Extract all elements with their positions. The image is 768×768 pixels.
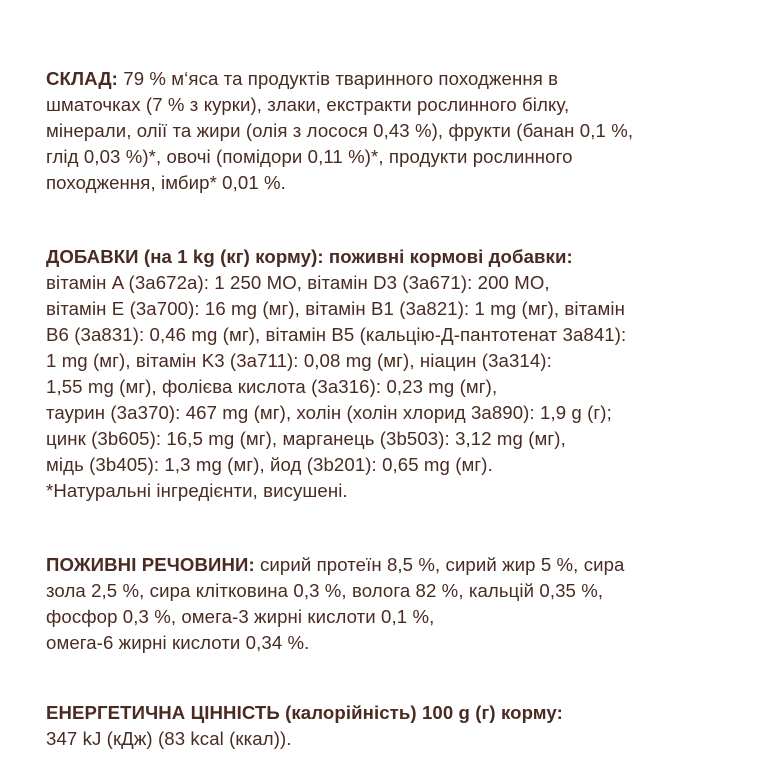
additives-line-4: 1 mg (мг), вітамін K3 (3a711): 0,08 mg (мг), ніацин (3a314):	[46, 350, 552, 371]
nutrients-line-4: омега-6 жирні кислоти 0,34 %.	[46, 632, 310, 653]
nutrients-line-2: зола 2,5 %, сира клітковина 0,3 %, волога 82 %, кальцій 0,35 %,	[46, 580, 604, 601]
additives-line-5: 1,55 mg (мг), фолієва кислота (3a316): 0,23 mg (мг),	[46, 376, 498, 397]
nutrients-section	[46, 552, 736, 656]
composition-heading: СКЛАД:	[46, 68, 118, 89]
composition-line-3: мінерали, олії та жири (олія з лосося 0,43 %), фрукти (банан 0,1 %,	[46, 120, 634, 141]
nutrients-line-3: фосфор 0,3 %, омега-3 жирні кислоти 0,1 %,	[46, 606, 435, 627]
nutrients-line-1	[46, 552, 736, 578]
additives-line-1: вітамін A (3a672a): 1 250 MO, вітамін D3 (3a671): 200 MO,	[46, 272, 550, 293]
composition-line-1	[46, 66, 736, 92]
composition-line-5: походження, імбир* 0,01 %.	[46, 172, 286, 193]
additives-heading: ДОБАВКИ (на 1 kg (кг) корму): поживні кормові добавки:	[46, 246, 573, 267]
composition-line-2: шматочках (7 % з курки), злаки, екстракти рослинного білку,	[46, 94, 570, 115]
additives-footnote: *Натуральні інгредієнти, висушені.	[46, 480, 348, 501]
nutrients-text: сирий протеїн 8,5 %, сирий жир 5 %, сира	[254, 554, 625, 575]
additives-line-6: таурин (3a370): 467 mg (мг), холін (холін хлорид 3a890): 1,9 g (г);	[46, 402, 612, 423]
product-label-text	[46, 66, 736, 752]
additives-section	[46, 244, 736, 504]
composition-line-4: глід 0,03 %)*, овочі (помідори 0,11 %)*, продукти рослинного	[46, 146, 573, 167]
additives-line-8: мідь (3b405): 1,3 mg (мг), йод (3b201): 0,65 mg (мг).	[46, 454, 493, 475]
energy-heading: ЕНЕРГЕТИЧНА ЦІННІСТЬ (калорійність) 100 g (г) корму:	[46, 702, 563, 723]
energy-line-1: 347 kJ (кДж) (83 kcal (ккал)).	[46, 728, 292, 749]
energy-section	[46, 700, 736, 752]
additives-line-2: вітамін E (3a700): 16 mg (мг), вітамін B1 (3a821): 1 mg (мг), вітамін	[46, 298, 625, 319]
additives-line-3: B6 (3a831): 0,46 mg (мг), вітамін B5 (кальцію-Д-пантотенат 3a841):	[46, 324, 627, 345]
additives-line-7: цинк (3b605): 16,5 mg (мг), марганець (3b503): 3,12 mg (мг),	[46, 428, 566, 449]
nutrients-heading: ПОЖИВНІ РЕЧОВИНИ:	[46, 554, 255, 575]
composition-text: 79 % м‘яса та продуктів тваринного походження в	[117, 68, 559, 89]
composition-section	[46, 66, 736, 196]
